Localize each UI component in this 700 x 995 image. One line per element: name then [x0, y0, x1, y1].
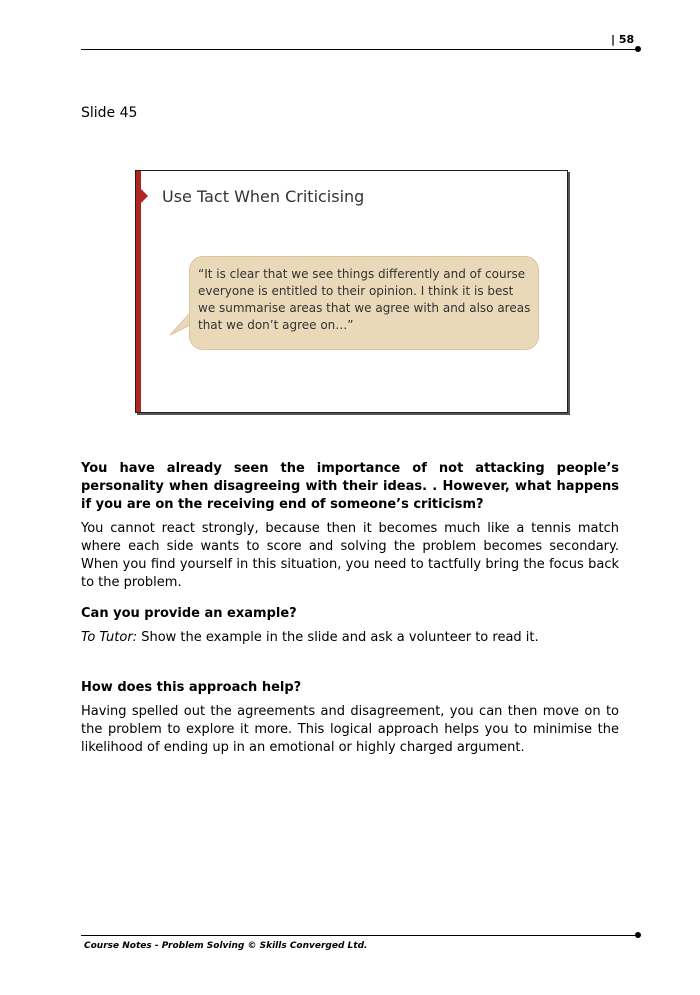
paragraph-2: Having spelled out the agreements and disagreement, you can then move on to the problem to explore it more. This logical approach helps you to minimise the likelihood of ending up in an emotional or highly charged argument. [81, 704, 619, 755]
paragraph-1: You cannot react strongly, because then it becomes much like a tennis match where each side wants to score and solving the problem becomes secondary. When you find yourself in this situation, you need to tactfully bring the focus back to the problem. [81, 521, 619, 590]
footer-rule-dot [635, 932, 641, 938]
tutor-label: To Tutor: [81, 630, 138, 645]
page-number: | 58 [611, 33, 635, 46]
tutor-text: Show the example in the slide and ask a volunteer to read it. [137, 630, 539, 645]
speech-bubble-text: “It is clear that we see things differently and of course everyone is entitled to their opinion. I think it is best we summarise areas that we agree with and also areas that we don’t agree on…” [198, 267, 531, 332]
intro-paragraph: You have already seen the importance of not attacking people’s personality when disagreeing with their ideas. . However, what happens if you are on the receiving end of someone’s criticism? [81, 461, 619, 512]
slide-label: Slide 45 [81, 105, 138, 121]
footer-text: Course Notes - Problem Solving © Skills Converged Ltd. [84, 941, 368, 951]
tutor-note [81, 629, 619, 647]
header-rule-dot [635, 46, 641, 52]
question-2: How does this approach help? [81, 680, 302, 695]
question-1: Can you provide an example? [81, 606, 297, 621]
slide-thumbnail [135, 170, 568, 413]
header-rule [81, 49, 637, 50]
footer-rule [81, 935, 637, 936]
slide-accent-bar [136, 171, 141, 412]
slide-arrow-icon [141, 189, 148, 203]
slide-title: Use Tact When Criticising [162, 187, 365, 206]
